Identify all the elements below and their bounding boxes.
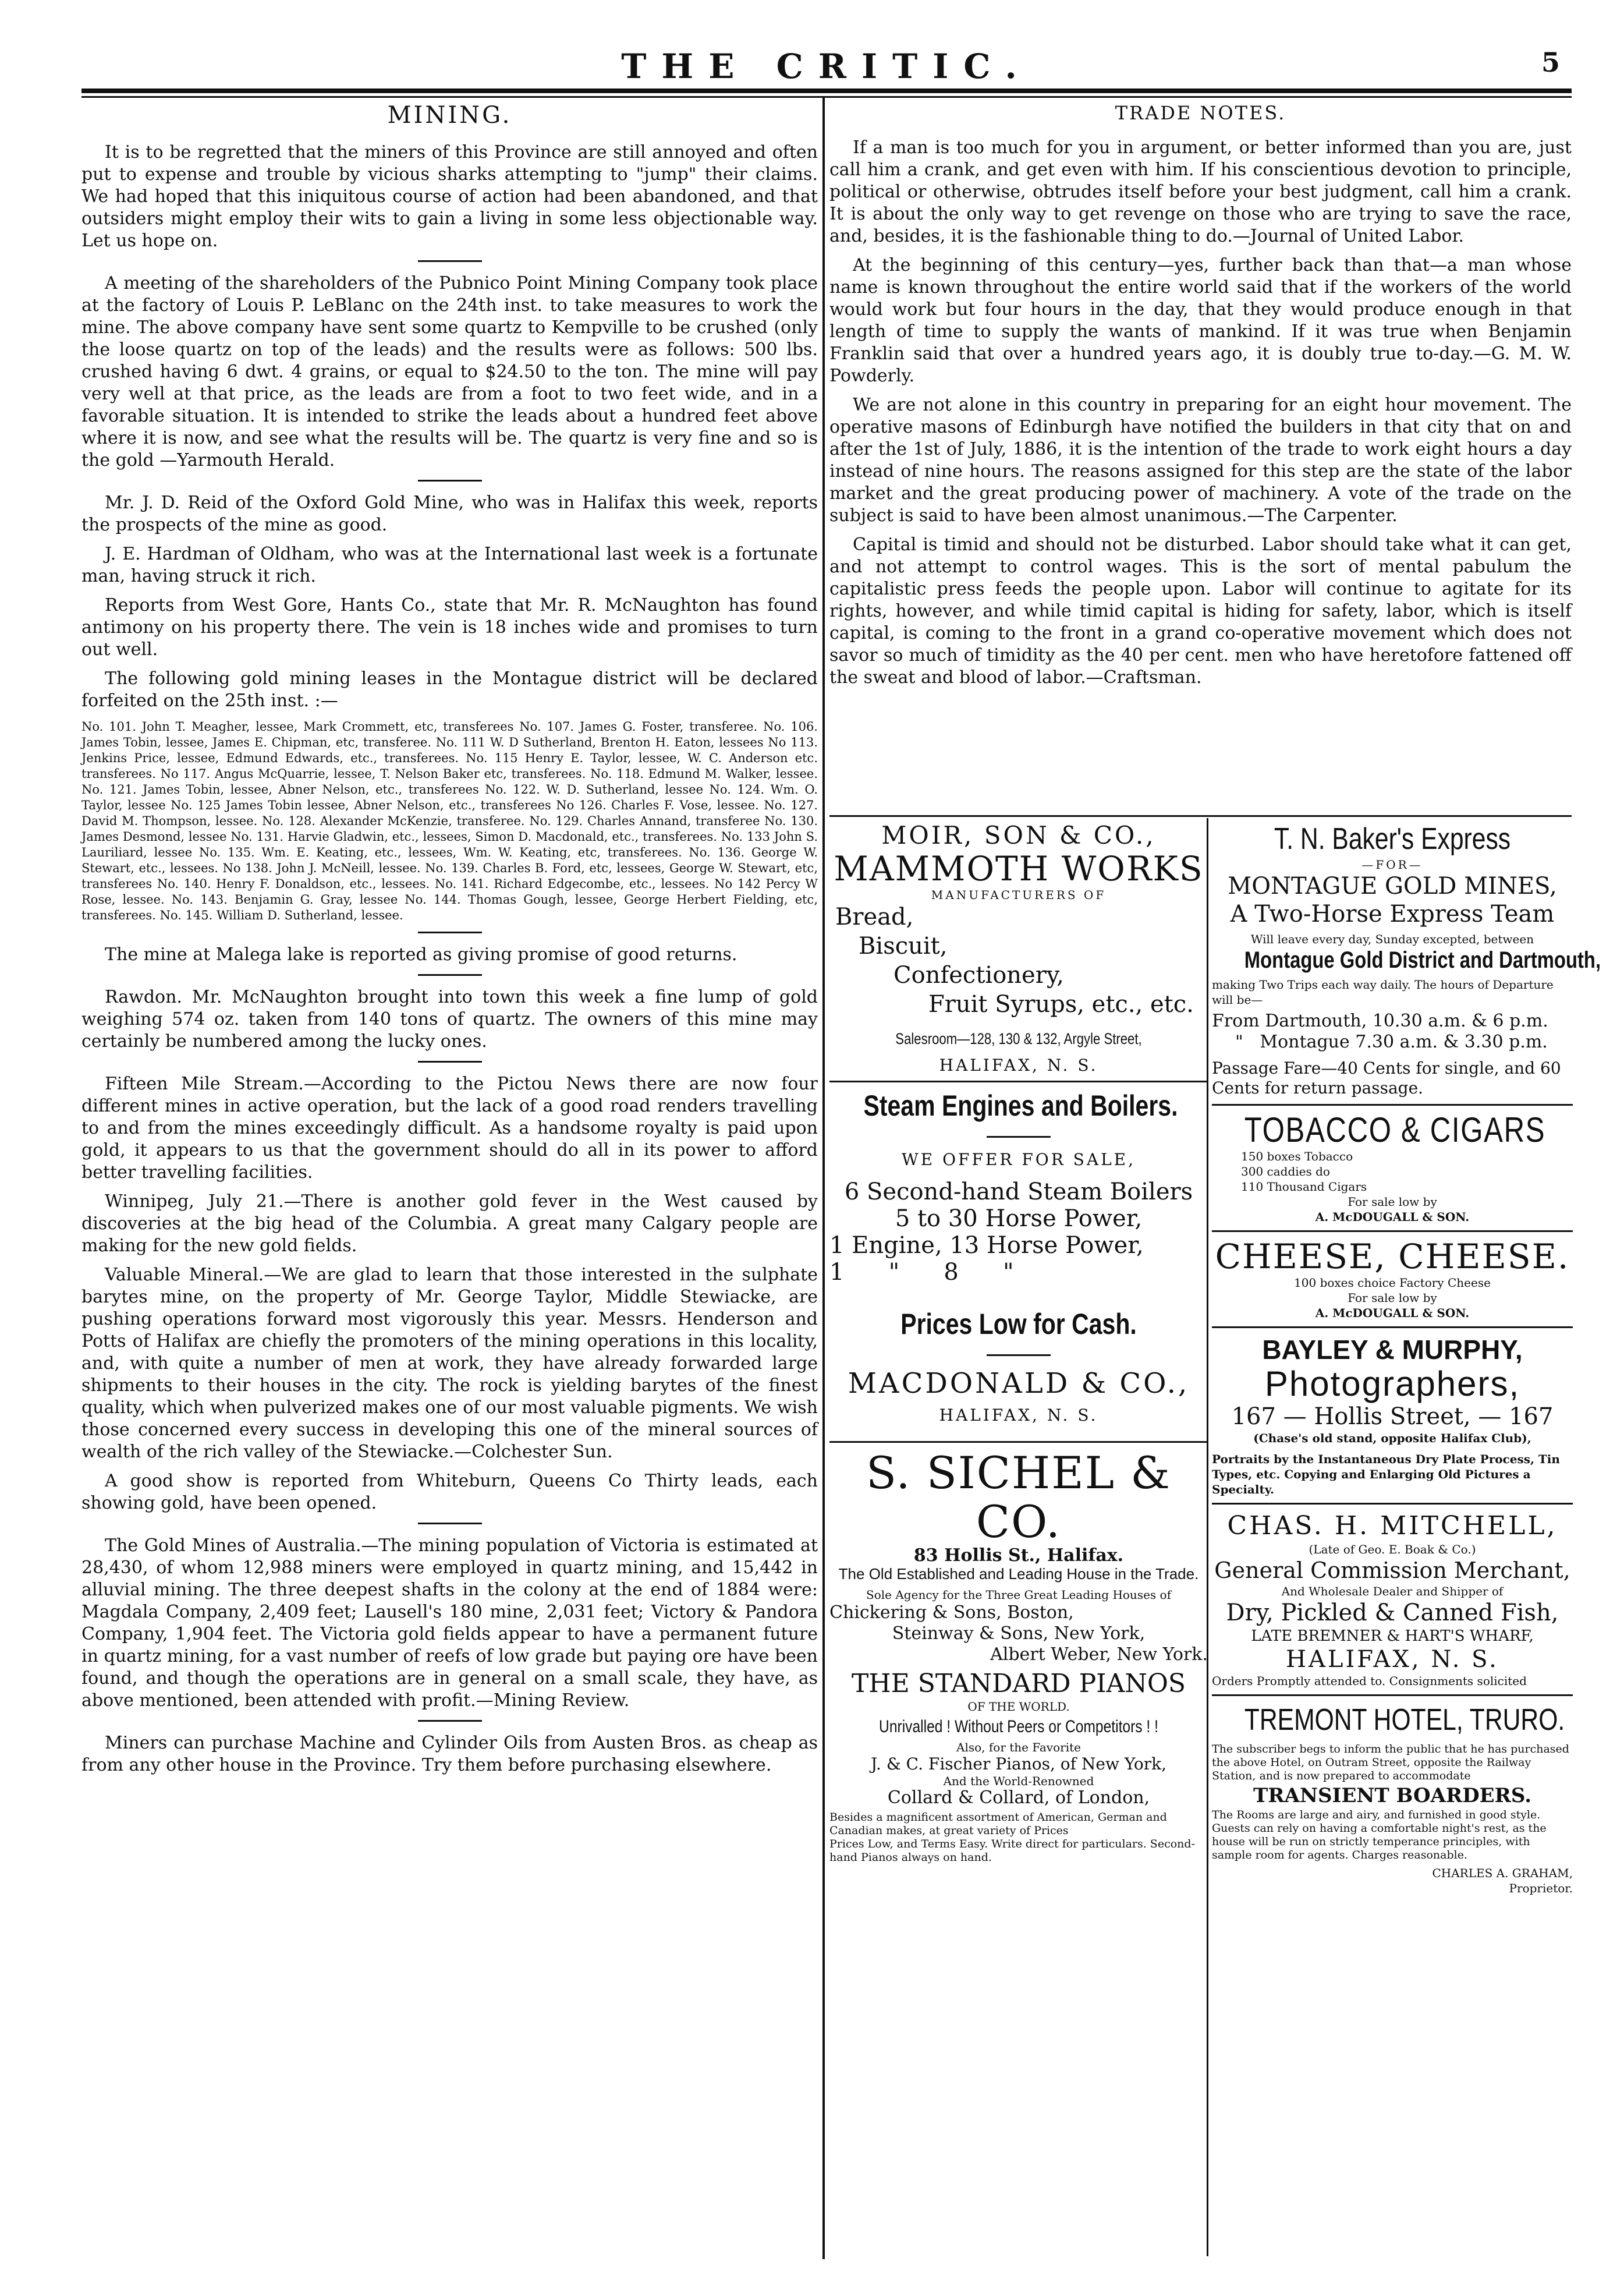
steam-ad (829, 1088, 1208, 1425)
unrivalled: Unrivalled ! Without Peers or Competitors ! ! (879, 1717, 1158, 1736)
mining-item: The Gold Mines of Australia.—The mining population of Victoria is estimated at 28,430, of whom 12,988 miners were employed in quartz mining, and 15,442 in alluvial mining. The three deepest shafts in the colony at the end of 1884 were: Magdala Company, 2,409 feet; Lausell's 180 mine, 2,031 feet; Victory & Pandora Company, 1,904 feet. The Victoria gold fields appear to have a permanent future in quartz mining, for a vast number of reefs of low grade but paying ore have been found, and though the operations are in general on a small scale, they have, as above mentioned, been attended with profit.—Mining Review. (81, 1535, 818, 1711)
moir-product: Bread, (835, 904, 914, 930)
tobacco-ad (1212, 1112, 1573, 1224)
ads-column-b (1212, 821, 1601, 1896)
divider (418, 932, 482, 933)
graham-name: CHARLES A. GRAHAM, (1432, 1866, 1573, 1880)
trade-notes-column (829, 102, 1572, 696)
masthead (81, 42, 1572, 89)
fare: Passage Fare—40 Cents for single, and 60 Cents for return passage. (1212, 1059, 1561, 1098)
bayley-name: BAYLEY & MURPHY, (1262, 1335, 1523, 1365)
mining-item: A meeting of the shareholders of the Pubnico Point Mining Company took place at the factory of Louis P. LeBlanc on the 24th inst. to take measures to work the mine. The above company have sent some quartz to Kempville to be crushed (only the loose quartz on top of the leads) and the results were as follows: 500 lbs. crushed having 6 dwt. 4 grains, or equal to $24.50 to the ton. The mine will pay very well at that price, as the leads are from a foot to two feet wide, and in a favorable situation. It is intended to strike the leads about a hundred feet above where it is now, and see what the results will be. The quartz is very fine and so is the gold —Yarmouth Herald. (81, 273, 818, 470)
page-number: 5 (1541, 47, 1560, 78)
from-dartmouth: From Dartmouth, 10.30 a.m. & 6 p.m. (1212, 1011, 1548, 1031)
ad-rule (1212, 1694, 1573, 1696)
montague-mines: MONTAGUE GOLD MINES, (1228, 873, 1557, 900)
moir-city: HALIFAX, N. S. (939, 1056, 1098, 1075)
trade-item: We are not alone in this country in preparing for an eight hour movement. The operative masons of Edinburgh have notified the builders in that city that on and after the 1st of July, 1886, it is the intention of the trade to work eight hours a day instead of nine hours. The reasons assigned for this step are the state of the labor market and the great producing power of machinery. A vote of the trade on the subject is said to have been almost unanimous.—The Carpenter. (829, 395, 1572, 526)
column-divider (822, 96, 825, 2259)
orders: Orders Promptly attended to. Consignments solicited (1212, 1674, 1527, 1688)
trade-item: At the beginning of this century—yes, further back than that—a man whose name is known throughout the entire world said that if the workers of the world would work but four hours in the day, that they would produce enough in that length of time to supply the wants of mankind. If it was true when Benjamin Franklin said that over a hundred years ago, it is doubly true to-day.—G. M. W. Powderly. (829, 255, 1572, 386)
divider (418, 1061, 482, 1063)
divider (418, 1720, 482, 1722)
macdonald-city: HALIFAX, N. S. (939, 1406, 1098, 1425)
divider (418, 480, 482, 482)
moir-ad (829, 821, 1208, 1075)
moir-product: Confectionery, (893, 962, 1064, 989)
ad-rule (987, 1136, 1051, 1138)
offer-line: 1 Engine, 13 Horse Power, (829, 1232, 1144, 1259)
mitchell-name: CHAS. H. MITCHELL, (1227, 1511, 1558, 1541)
offer-line: 1 " 8 " (829, 1259, 1014, 1286)
trade-item: Capital is timid and should not be disturbed. Labor should take what it can get, and not attempt to control wages. This is the sort of mental pabulum the capitalistic press feeds the people upon. Labor will continue to agitate for its rights, however, and while timid capital is hiding for safety, labor, which is itself capital, is coming to the front in a grand co-operative movement which does not savor so much of timidity as the 40 per cent. men who have heretofore fattened off the sweat and blood of labor.—Craftsman. (829, 535, 1572, 688)
masthead-rule (81, 89, 1572, 93)
moir-name: MOIR, SON & CO., (881, 821, 1156, 850)
montague-times: " Montague 7.30 a.m. & 3.30 p.m. (1235, 1032, 1548, 1052)
leases-list: No. 101. John T. Meagher, lessee, Mark Crommett, etc, transferees No. 107. James G. Foster, transferee. No. 106. James Tobin, lessee, James E. Chipman, etc, transferee. No. 111 W. D Sutherland, Brenton H. Eaton, lessees No 113. Jenkins Price, lessee, Edmund Edwards, etc., transferees. No. 115 Henry E. Taylor, lessee, W. C. Anderson etc. transferees. No 117. Angus McQuarrie, lessee, T. Nelson Baker etc, transferees. No. 118. Edmund M. Walker, lessee. No. 121. James Tobin, lessee, Abner Nelson, etc., transferees No. 122. W. D. Sutherland, lessee No. 124. Wm. O. Taylor, lessee No. 125 James Tobin lessee, Abner Nelson, etc., transferees No 126. Charles F. Vose, lessee. No. 127. David M. Thompson, lessee. No. 128. Alexander McKenzie, transferee. No. 129. Charles Annand, transferee No. 130. James Desmond, lessee No. 131. Harvie Gladwin, etc., lessees, Simon D. Macdonald, etc., transferees. No. 133 John S. Lauriliard, lessee No. 135. Wm. E. Keating, etc., lessees, Wm. W. Keating, etc, transferees. No. 136. George W. Stewart, etc., lessees. No 138. John J. McNeill, lessee. No. 139. Charles B. Ford, etc, lessees, George W. Stewart, etc, transferees No. 140. Henry F. Donaldson, etc., lessees. No. 141. Richard Edgecombe, etc., lessees. No 142 Percy W Rose, lessee. No. 143. Benjamin G. Gray, lessee No. 144. Thomas Gough, lessee, George Herbert Fielding, etc, transferees. No. 145. William D. Sutherland, lessee. (81, 720, 818, 922)
tremont-ad (1212, 1702, 1573, 1896)
baker-title: T. N. Baker's Express (1274, 822, 1511, 856)
masthead-rule-thin (81, 96, 1572, 98)
cheese-ad (1212, 1238, 1573, 1321)
mining-item: Reports from West Gore, Hants Co., state that Mr. R. McNaughton has found antimony on his property there. The vein is 18 inches wide and promises to turn out well. (81, 595, 818, 660)
tobacco-line: 110 Thousand Cigars (1241, 1180, 1367, 1194)
baker-express-ad (1212, 821, 1601, 1098)
hollis-street: 167 — Hollis Street, — 167 (1231, 1403, 1554, 1430)
district: Montague Gold District and Dartmouth, (1244, 947, 1601, 973)
trips: making Two Trips each way daily. The hours of Departure will be— (1212, 978, 1554, 1007)
mining-item: The mine at Malega lake is reported as giving promise of good returns. (105, 944, 737, 965)
tremont-text: The subscriber begs to inform the public that he has purchased the above Hotel, on Outram Street, opposite the Railway Station, and is now prepared to accommodate (1212, 1743, 1569, 1782)
mining-column (81, 102, 818, 1783)
ad-rule (829, 1441, 1208, 1443)
ad-rule (1212, 1326, 1573, 1328)
tremont-title: TREMONT HOTEL, TRURO. (1244, 1703, 1565, 1737)
steam-title: Steam Engines and Boilers. (863, 1089, 1178, 1122)
tobacco-title: TOBACCO & CIGARS (1244, 1110, 1546, 1149)
trade-item: If a man is too much for you in argument, or better informed than you are, just call him a crank, and get even with him. If his conscientious devotion to principle, political or otherwise, obtrudes itself before your best judgment, call him a crank. It is about the only way to get revenge on those who are trying to save the race, and, besides, it is the fashionable thing to do.—Journal of United Labor. (829, 137, 1572, 246)
leave-daily: Will leave every day, Sunday excepted, between (1250, 932, 1534, 946)
ad-rule (987, 1354, 1051, 1356)
sichel-address: 83 Hollis St., Halifax. (913, 1545, 1124, 1566)
sichel-agency: Sole Agency for the Three Great Leading Houses of (866, 1588, 1171, 1602)
cheese-line: For sale low by (1348, 1291, 1437, 1305)
photographers: Photographers, (1264, 1364, 1520, 1403)
ads-rule (829, 815, 1572, 817)
trade-notes-heading: TRADE NOTES. (1115, 102, 1286, 124)
collard-pianos: Collard & Collard, of London, (887, 1788, 1150, 1808)
moir-salesroom: Salesroom—128, 130 & 132, Argyle Street, (895, 1030, 1142, 1047)
sichel-ad (829, 1449, 1208, 1864)
proprietor: Proprietor. (1509, 1881, 1573, 1895)
bayley-murphy-ad (1212, 1334, 1573, 1497)
piano-maker: Chickering & Sons, Boston, (829, 1602, 1074, 1623)
cheese-seller: A. McDOUGALL & SON. (1315, 1306, 1470, 1320)
moir-works: MAMMOTH WORKS (834, 849, 1204, 889)
express-team: A Two-Horse Express Team (1230, 901, 1555, 928)
chase-stand: (Chase's old stand, opposite Halifax Club), (1253, 1431, 1531, 1445)
standard-pianos: THE STANDARD PIANOS (851, 1669, 1186, 1698)
moir-product: Fruit Syrups, etc., etc. (928, 991, 1194, 1018)
fischer-pianos: J. & C. Fischer Pianos, of New York, (871, 1754, 1166, 1774)
also-favorite: Also, for the Favorite (956, 1740, 1081, 1754)
for-label: —FOR— (1361, 858, 1423, 872)
mitchell-late: (Late of Geo. E. Boak & Co.) (1309, 1542, 1476, 1556)
rooms-text: The Rooms are large and airy, and furnished in good style. Guests can rely on having a comfortable night's rest, as the house will be run on strictly temperance principles, with sample room for agents. Charges reasonable. (1212, 1808, 1547, 1861)
newspaper-title: THE CRITIC. (621, 47, 1032, 86)
besides-text: Besides a magnificent assortment of American, German and Canadian makes, at great variety of Prices (829, 1811, 1167, 1837)
portraits: Portraits by the Instantaneous Dry Plate Process, Tin Types, etc. Copying and Enlarging Old Pictures a Specialty. (1212, 1452, 1560, 1496)
divider (418, 974, 482, 976)
mining-heading: MINING. (387, 102, 512, 129)
divider (418, 1523, 482, 1524)
wharf: LATE BREMNER & HART'S WHARF, (1251, 1627, 1534, 1645)
mining-item: Winnipeg, July 21.—There is another gold fever in the West caused by discoveries at the big head of the Columbia. A great many Calgary people are making for the new gold fields. (81, 1191, 818, 1256)
ad-rule (1212, 1104, 1573, 1106)
mining-item: J. E. Hardman of Oldham, who was at the International last week is a fortunate man, having struck it rich. (81, 544, 818, 586)
offer-line: 5 to 30 Horse Power, (895, 1205, 1143, 1232)
macdonald-name: MACDONALD & CO., (848, 1367, 1190, 1400)
terms-text: Prices Low, and Terms Easy. Write direct for particulars. Second-hand Pianos always on hand. (829, 1838, 1195, 1864)
commission-merchant: General Commission Merchant, (1214, 1558, 1570, 1583)
halifax-ns: HALIFAX, N. S. (1286, 1646, 1499, 1673)
mining-item: The following gold mining leases in the Montague district will be declared forfeited on the 25th inst. :— (81, 668, 818, 711)
mining-item: Rawdon. Mr. McNaughton brought into town this week a fine lump of gold weighing 574 oz. taken from 140 tons of quartz. The owners of this mine may certainly be numbered among the lucky ones. (81, 987, 818, 1052)
tobacco-line: For sale low by (1348, 1195, 1437, 1209)
ad-rule (829, 1081, 1208, 1082)
mining-item: Fifteen Mile Stream.—According to the Pictou News there are now four different mines in active operation, but the lack of a good road renders travelling to and from the mines exceedingly difficult. As a handsome royalty is paid upon gold, it appears to us that the government should do all in its power to afford better travelling facilities. (81, 1074, 818, 1183)
fish: Dry, Pickled & Canned Fish, (1226, 1599, 1559, 1626)
mining-item: Miners can purchase Machine and Cylinder Oils from Austen Bros. as cheap as from any other house in the Province. Try them before purchasing elsewhere. (81, 1733, 818, 1775)
world-renowned: And the World-Renowned (943, 1774, 1094, 1788)
moir-product: Biscuit, (859, 933, 948, 960)
mining-item: Mr. J. D. Reid of the Oxford Gold Mine, who was in Halifax this week, reports the prospects of the mine as good. (81, 493, 818, 535)
mitchell-ad (1212, 1510, 1573, 1689)
prices-low: Prices Low for Cash. (900, 1308, 1137, 1340)
moir-manufacturers: MANUFACTURERS OF (931, 888, 1107, 902)
tobacco-line: 300 caddies do (1241, 1164, 1330, 1178)
cheese-title: CHEESE, CHEESE. (1215, 1237, 1570, 1276)
piano-maker: Albert Weber, New York. (990, 1644, 1208, 1665)
ad-rule (1212, 1503, 1573, 1505)
offer-heading: WE OFFER FOR SALE, (901, 1150, 1136, 1169)
ads-column-a (829, 821, 1208, 1864)
piano-maker: Steinway & Sons, New York, (892, 1623, 1146, 1644)
of-the-world: OF THE WORLD. (967, 1700, 1070, 1714)
divider (418, 260, 482, 262)
transient-boarders: TRANSIENT BOARDERS. (1253, 1784, 1532, 1807)
mining-item: A good show is reported from Whiteburn, Queens Co Thirty leads, each showing gold, have been opened. (81, 1471, 818, 1513)
tobacco-line: 150 boxes Tobacco (1241, 1149, 1353, 1163)
tobacco-seller: A. McDOUGALL & SON. (1315, 1210, 1470, 1224)
sichel-name: S. SICHEL & CO. (866, 1447, 1171, 1548)
mining-item: It is to be regretted that the miners of this Province are still annoyed and often put to expense and trouble by vicious sharks attempting to "jump" their claims. We had hoped that this iniquitous course of action had been abandoned, and that outsiders might employ their wits to gain a living in some less objectionable way. Let us hope on. (81, 142, 818, 251)
sichel-established: The Old Established and Leading House in the Trade. (838, 1565, 1199, 1583)
cheese-line: 100 boxes choice Factory Cheese (1294, 1276, 1491, 1290)
mining-item: Valuable Mineral.—We are glad to learn that those interested in the sulphate barytes mine, on the property of Mr. George Taylor, Middle Stewiacke, are pushing operations forward most vigorously this year. Messrs. Henderson and Potts of Halifax are chiefly the promoters of the mining operations in this locality, and, with quite a number of men at work, they have already forwarded large shipments to their houses in the city. The rock is yielding barytes of the finest quality, which when pulverized makes one of our most valuable pigments. We wish those concerned every success in developing this one of the mineral sources of wealth of the rich valley of the Stewiacke.—Colchester Sun. (81, 1265, 818, 1462)
wholesale: And Wholesale Dealer and Shipper of (1281, 1584, 1504, 1598)
ad-rule (1212, 1230, 1573, 1232)
offer-line: 6 Second-hand Steam Boilers (844, 1178, 1193, 1205)
